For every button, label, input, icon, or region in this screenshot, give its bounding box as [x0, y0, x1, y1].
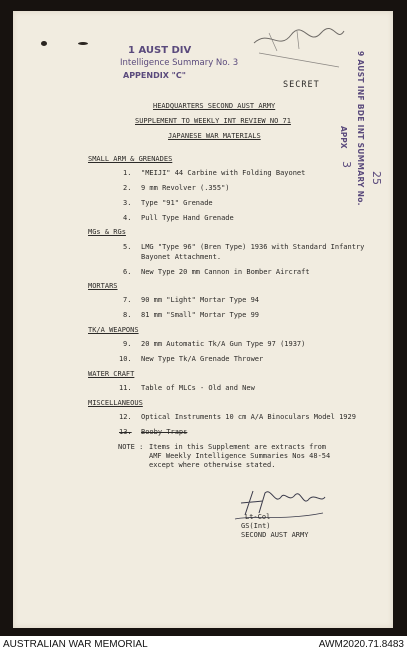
item-number: 3.: [123, 199, 132, 207]
item-text: Type "91" Grenade: [141, 199, 213, 207]
note-label: NOTE :: [118, 443, 144, 451]
item-number: 10.: [119, 355, 132, 363]
item-number: 6.: [123, 268, 132, 276]
item-number: 4.: [123, 214, 132, 222]
pencil-annotation: [249, 21, 349, 71]
bde-summary-stamp: 9 AUST INF BDE INT SUMMARY No.: [356, 51, 365, 206]
item-text: "MEIJI" 44 Carbine with Folding Bayonet: [141, 169, 306, 177]
section-title: MGs & RGs: [88, 228, 126, 236]
appx-number: 3: [340, 161, 353, 168]
signatory-formation: SECOND AUST ARMY: [241, 531, 309, 539]
item-text: 9 mm Revolver (.355"): [141, 184, 230, 192]
item-text: Table of MLCs - Old and New: [141, 384, 255, 392]
item-number: 9.: [123, 340, 132, 348]
section-title: SMALL ARM & GRENADES: [88, 155, 173, 163]
note-line-3: except where otherwise stated.: [149, 461, 276, 469]
stamp-summary: Intelligence Summary No. 3: [120, 58, 239, 68]
header-line-1: HEADQUARTERS SECOND AUST ARMY: [153, 102, 276, 110]
header-line-2: SUPPLEMENT TO WEEKLY INT REVIEW NO 71: [135, 117, 291, 125]
item-text: New Type Tk/A Grenade Thrower: [141, 355, 264, 363]
ink-mark: [78, 42, 88, 45]
item-text-continued: Bayonet Attachment.: [141, 253, 222, 261]
item-text: Optical Instruments 10 cm A/A Binoculars Model 1929: [141, 413, 356, 421]
item-number: 1.: [123, 169, 132, 177]
archive-name: AUSTRALIAN WAR MEMORIAL: [3, 639, 148, 650]
item-number: 2.: [123, 184, 132, 192]
item-number: 5.: [123, 243, 132, 251]
item-text: 20 mm Automatic Tk/A Gun Type 97 (1937): [141, 340, 306, 348]
section-title: WATER CRAFT: [88, 370, 135, 378]
classification-mark: SECRET: [283, 80, 320, 90]
section-title: MISCELLANEOUS: [88, 399, 143, 407]
signatory-post: GS(Int): [241, 522, 271, 530]
item-text: New Type 20 mm Cannon in Bomber Aircraft: [141, 268, 310, 276]
item-text: Pull Type Hand Grenade: [141, 214, 234, 222]
item-number-struck: 13.: [119, 428, 132, 436]
item-text: 81 mm "Small" Mortar Type 99: [141, 311, 260, 319]
archive-reference: AWM2020.71.8483: [318, 639, 404, 650]
header-line-3: JAPANESE WAR MATERIALS: [168, 132, 261, 140]
archive-footer: [0, 636, 407, 653]
note-line-1: Items in this Supplement are extracts from: [149, 443, 327, 451]
document-page: [13, 11, 393, 628]
item-number: 7.: [123, 296, 132, 304]
item-number: 8.: [123, 311, 132, 319]
item-number: 11.: [119, 384, 132, 392]
item-text-struck: Booby Traps: [141, 428, 188, 436]
appx-label: APPX: [339, 126, 348, 149]
section-title: MORTARS: [88, 282, 118, 290]
handwritten-signature: [223, 485, 333, 525]
section-title: TK/A WEAPONS: [88, 326, 139, 334]
stamp-unit: 1 AUST DIV: [128, 45, 192, 56]
note-line-2: AMF Weekly Intelligence Summaries Nos 48-54: [149, 452, 331, 460]
item-text: LMG "Type 96" (Bren Type) 1936 with Standard Infantry: [141, 243, 365, 251]
stamp-appendix: APPENDIX "C": [123, 71, 186, 80]
signatory-rank: Lt-Col: [245, 513, 271, 521]
punch-hole: [41, 41, 47, 46]
item-text: 90 mm "Light" Mortar Type 94: [141, 296, 260, 304]
item-number: 12.: [119, 413, 132, 421]
bde-summary-number: 25: [370, 171, 383, 185]
